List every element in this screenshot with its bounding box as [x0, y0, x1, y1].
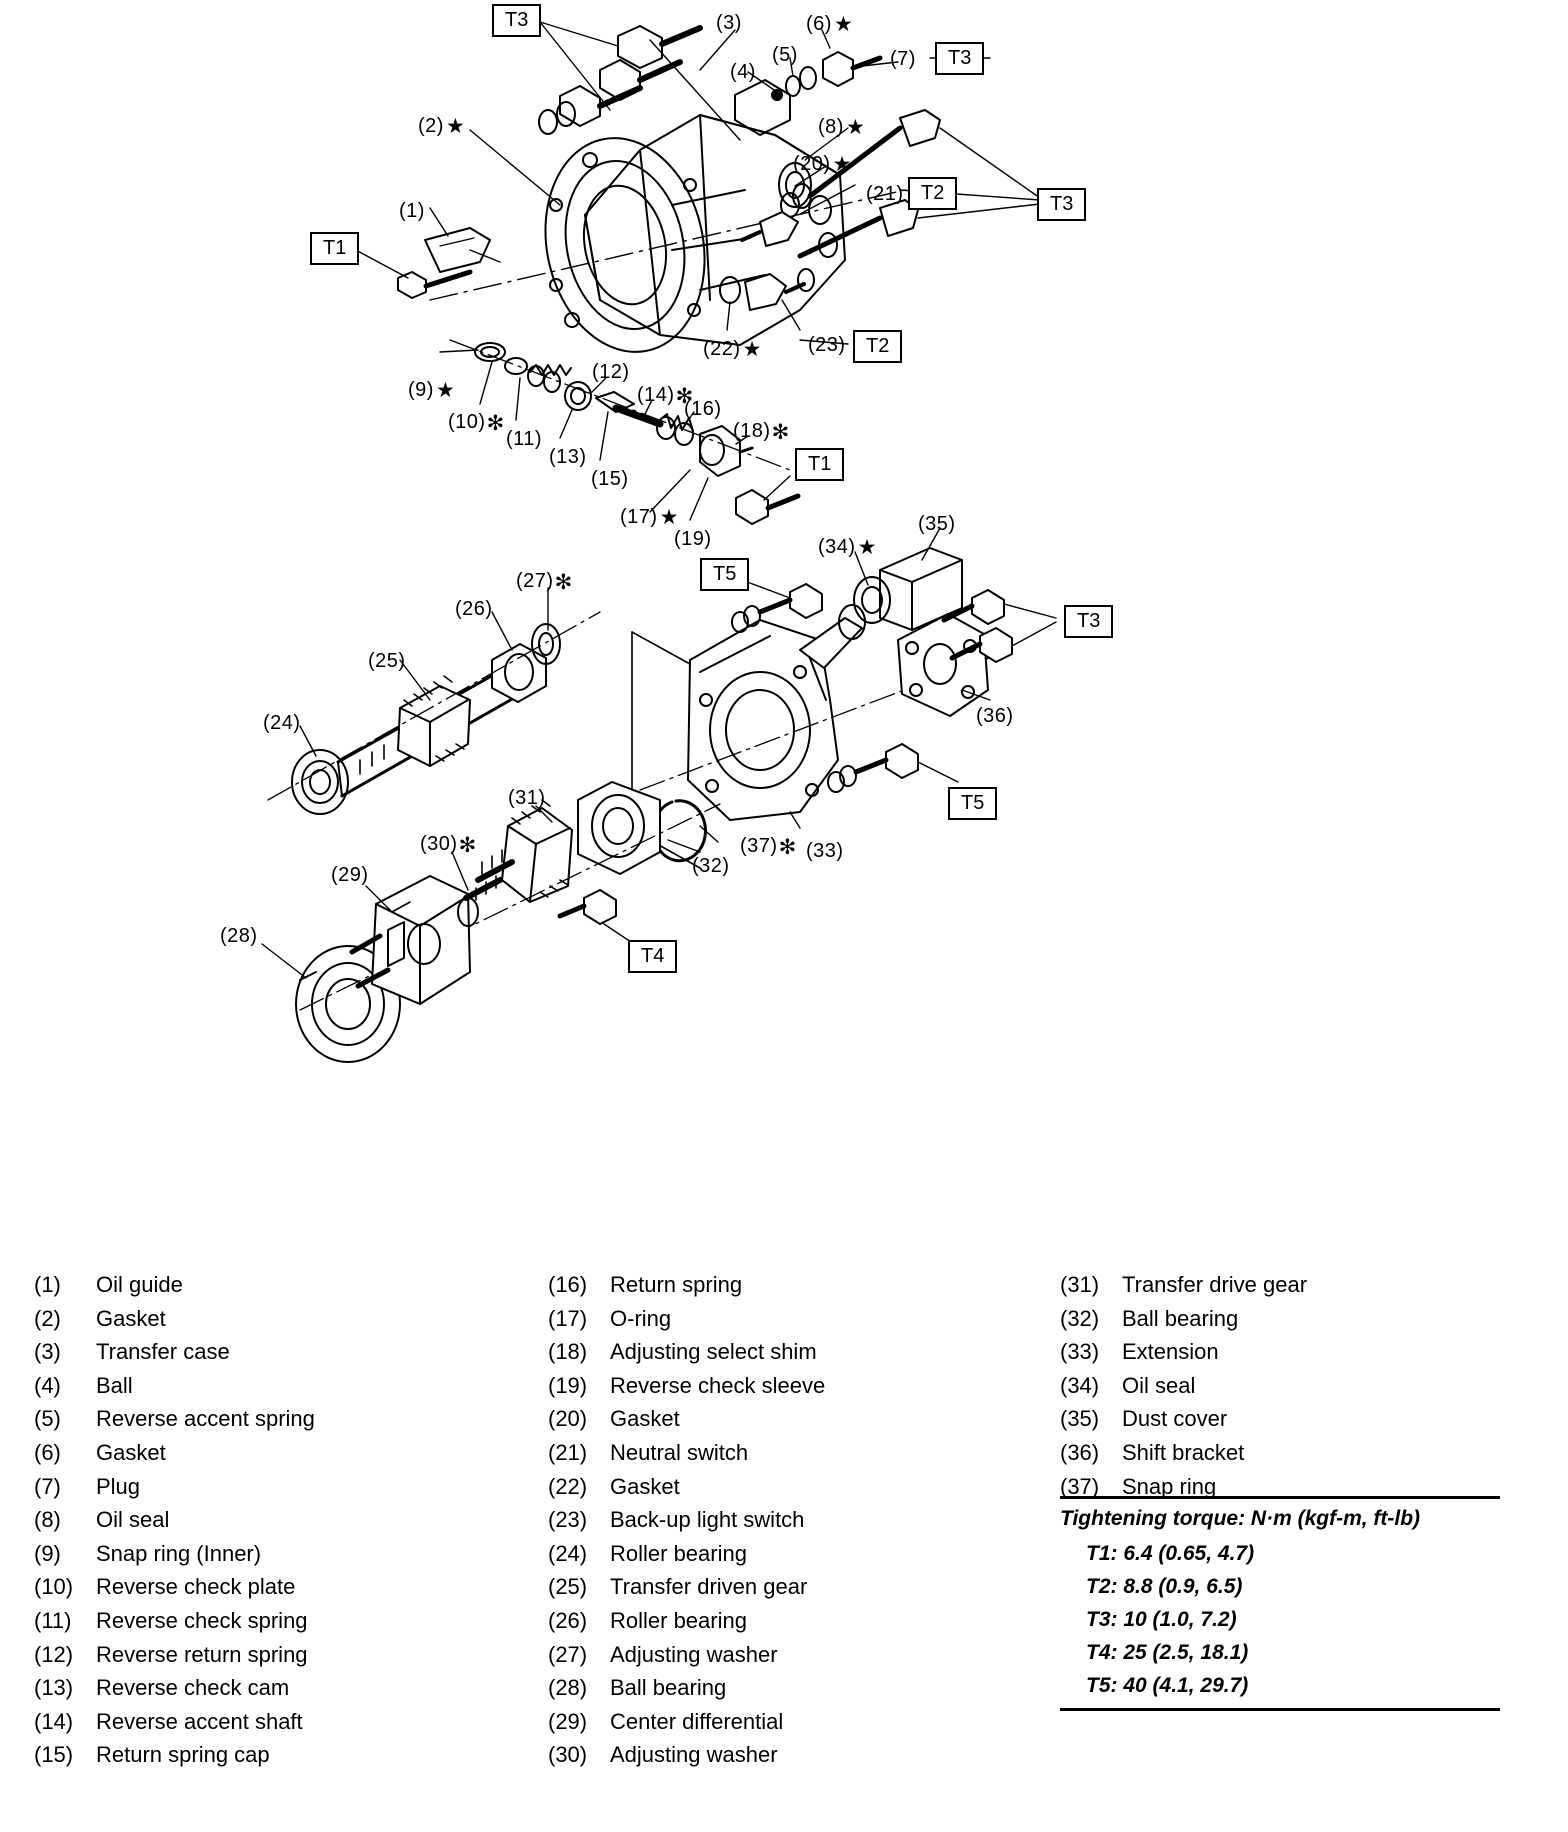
part-number: (17) [548, 1305, 588, 1331]
callout-2 [418, 114, 465, 139]
transfer-driven-gear-group [268, 588, 600, 814]
part-name: Extension [1122, 1339, 1219, 1365]
part-name: Ball bearing [610, 1675, 727, 1701]
part-number: (37) [1060, 1473, 1100, 1499]
callout-32 [692, 855, 730, 878]
part-name: Gasket [96, 1439, 166, 1465]
callout-label: (17) [620, 506, 658, 528]
part-list-item [548, 1373, 978, 1407]
callout-label: (34) [818, 536, 856, 558]
part-name: Reverse check sleeve [610, 1372, 826, 1398]
callout-23 [808, 334, 846, 357]
callout-20 [793, 152, 852, 177]
part-number: (16) [548, 1272, 588, 1297]
callout-label: (3) [716, 12, 742, 34]
part-name: Reverse return spring [96, 1641, 308, 1667]
torque-code: T1: [1086, 1542, 1118, 1565]
callout-label: (12) [592, 361, 630, 383]
part-name: Ball [96, 1372, 133, 1398]
callout-28 [220, 925, 258, 948]
part-name: Reverse check cam [96, 1675, 290, 1701]
callout-label: (8) [818, 116, 844, 138]
callout-29 [331, 864, 369, 887]
callout-label: (16) [684, 398, 722, 420]
torque-value: 25 (2.5, 18.1) [1123, 1641, 1249, 1664]
asterisk-icon: ✻ [771, 421, 790, 444]
part-number: (21) [548, 1439, 588, 1465]
star-icon: ★ [832, 153, 852, 176]
part-number: (1) [34, 1272, 61, 1297]
callout-1 [399, 200, 425, 223]
callout-26 [455, 598, 493, 621]
part-list-item [34, 1574, 464, 1608]
part-name: Oil guide [96, 1272, 183, 1297]
callout-25 [368, 650, 406, 673]
part-name: Center differential [610, 1708, 784, 1734]
part-number: (32) [1060, 1305, 1100, 1331]
callout-label: (22) [703, 338, 741, 360]
part-number: (23) [548, 1507, 588, 1533]
callout-36 [976, 705, 1014, 728]
tightening-torque-table [1060, 1496, 1500, 1711]
part-name: Transfer drive gear [1122, 1272, 1308, 1297]
part-list-item [548, 1574, 978, 1608]
part-number: (26) [548, 1607, 588, 1633]
part-list-item [548, 1474, 978, 1508]
torque-code: T4: [1086, 1641, 1118, 1664]
part-number: (22) [548, 1473, 588, 1499]
callout-31 [508, 787, 546, 810]
part-number: (5) [34, 1406, 61, 1432]
part-list-item [34, 1373, 464, 1407]
callout-27 [516, 570, 573, 595]
star-icon: ★ [857, 536, 877, 559]
torque-table-rows [1060, 1537, 1500, 1702]
callout-label: (24) [263, 712, 301, 734]
callout-label: (10) [448, 411, 486, 433]
callout-label: (7) [890, 48, 916, 70]
part-number: (35) [1060, 1406, 1100, 1432]
part-number: (18) [548, 1339, 588, 1365]
torque-row-t1 [1086, 1537, 1500, 1570]
torque-tag-t1: T1 [310, 232, 359, 265]
part-number: (3) [34, 1339, 61, 1365]
parts-column-2 [548, 1272, 978, 1776]
part-name: Gasket [610, 1473, 680, 1499]
part-list-item [34, 1339, 464, 1373]
asterisk-icon: ✻ [778, 836, 797, 859]
torque-value: 8.8 (0.9, 6.5) [1123, 1575, 1243, 1598]
star-icon: ★ [445, 115, 466, 138]
star-icon: ★ [742, 338, 762, 361]
callout-22 [703, 337, 762, 362]
part-number: (33) [1060, 1339, 1100, 1365]
parts-column-3 [1060, 1272, 1490, 1507]
part-number: (6) [34, 1439, 61, 1465]
part-name: Return spring [610, 1272, 743, 1297]
part-list-item [34, 1406, 464, 1440]
callout-16 [684, 398, 722, 421]
star-icon: ★ [845, 116, 866, 139]
part-list-item [34, 1541, 464, 1575]
torque-table-bottom-rule [1060, 1708, 1500, 1711]
asterisk-icon: ✻ [675, 385, 694, 408]
star-icon: ★ [833, 13, 854, 36]
parts-column-1 [34, 1272, 464, 1776]
torque-tag-t3: T3 [492, 4, 541, 37]
part-number: (28) [548, 1675, 588, 1701]
callout-label: (13) [549, 446, 587, 468]
part-number: (36) [1060, 1439, 1100, 1465]
center-differential-group [262, 852, 500, 1062]
part-name: Transfer driven gear [610, 1574, 808, 1600]
torque-row-t4 [1086, 1636, 1500, 1669]
part-number: (31) [1060, 1272, 1100, 1297]
callout-9 [408, 378, 455, 403]
callout-13 [549, 446, 587, 469]
torque-table-heading: Tightening torque: N·m (kgf-m, ft-lb) [1060, 1507, 1421, 1530]
part-name: Return spring cap [96, 1742, 270, 1768]
callout-19 [674, 528, 712, 551]
torque-tag-t2: T2 [853, 330, 902, 363]
part-name: Reverse accent spring [96, 1406, 315, 1432]
callout-6 [806, 12, 853, 37]
callout-17 [620, 505, 679, 530]
part-name: Adjusting washer [610, 1742, 778, 1768]
callout-label: (14) [637, 384, 675, 406]
callout-label: (20) [793, 153, 831, 175]
callout-12 [592, 361, 630, 384]
part-number: (30) [548, 1742, 588, 1768]
part-name: Plug [96, 1473, 141, 1499]
torque-tag-t5: T5 [948, 787, 997, 820]
callout-3 [716, 12, 742, 35]
part-list-item [548, 1642, 978, 1676]
part-list-item [548, 1339, 978, 1373]
callout-11 [506, 428, 542, 451]
part-name: Oil seal [1122, 1372, 1196, 1398]
part-name: Snap ring (Inner) [96, 1540, 262, 1566]
part-list-item [548, 1742, 978, 1776]
callout-label: (4) [730, 61, 756, 83]
part-list-item [548, 1272, 978, 1306]
torque-code: T2: [1086, 1575, 1118, 1598]
callout-label: (31) [508, 787, 546, 809]
callout-10 [448, 411, 505, 436]
part-name: Reverse check plate [96, 1574, 296, 1600]
part-number: (13) [34, 1675, 74, 1701]
part-name: Snap ring [1122, 1473, 1217, 1499]
callout-4 [730, 61, 756, 84]
part-name: Transfer case [96, 1339, 230, 1365]
part-name: Shift bracket [1122, 1439, 1245, 1465]
part-name: Oil seal [96, 1507, 170, 1533]
callout-label: (29) [331, 864, 369, 886]
callout-8 [818, 115, 865, 140]
star-icon: ★ [659, 506, 679, 529]
part-number: (24) [548, 1540, 588, 1566]
part-list-item [1060, 1306, 1490, 1340]
asterisk-icon: ✻ [486, 412, 505, 435]
part-name: Gasket [96, 1305, 166, 1331]
torque-code: T5: [1086, 1674, 1118, 1697]
callout-label: (2) [418, 115, 444, 137]
callout-label: (11) [506, 428, 543, 450]
torque-tag-t3: T3 [935, 42, 984, 75]
part-number: (10) [34, 1574, 74, 1600]
torque-value: 6.4 (0.65, 4.7) [1123, 1542, 1255, 1565]
torque-value: 40 (4.1, 29.7) [1123, 1674, 1249, 1697]
callout-7 [890, 48, 916, 71]
part-number: (14) [34, 1708, 74, 1734]
t5-bolt-lower [828, 744, 958, 792]
callout-label: (30) [420, 833, 458, 855]
part-list-item [548, 1709, 978, 1743]
callout-label: (33) [806, 840, 844, 862]
part-number: (2) [34, 1305, 61, 1331]
callout-24 [263, 712, 301, 735]
callout-label: (9) [408, 379, 434, 401]
part-name: Ball bearing [1122, 1305, 1239, 1331]
part-list-item [548, 1406, 978, 1440]
part-number: (29) [548, 1708, 588, 1734]
part-name: Roller bearing [610, 1607, 747, 1633]
part-name: O-ring [610, 1305, 672, 1331]
part-list-item [34, 1474, 464, 1508]
torque-value: 10 (1.0, 7.2) [1123, 1608, 1237, 1631]
part-number: (8) [34, 1507, 61, 1533]
part-number: (12) [34, 1641, 74, 1667]
torque-tag-t3: T3 [1064, 605, 1113, 638]
part-list-item [34, 1642, 464, 1676]
part-list-item [34, 1440, 464, 1474]
part-number: (7) [34, 1473, 61, 1499]
part-list-item [548, 1608, 978, 1642]
callout-37 [740, 835, 797, 860]
part-list-item [34, 1675, 464, 1709]
part-number: (15) [34, 1742, 74, 1768]
part-list-item [34, 1507, 464, 1541]
star-icon: ★ [435, 379, 456, 402]
part-number: (9) [34, 1540, 61, 1566]
part-list-item [34, 1709, 464, 1743]
asterisk-icon: ✻ [554, 571, 573, 594]
callout-label: (23) [808, 334, 846, 356]
part-list-item [548, 1507, 978, 1541]
part-number: (20) [548, 1406, 588, 1432]
callout-label: (26) [455, 598, 493, 620]
part-number: (25) [548, 1574, 588, 1600]
callout-21 [866, 183, 904, 206]
part-name: Dust cover [1122, 1406, 1228, 1432]
part-list-item [548, 1440, 978, 1474]
part-list-item [1060, 1272, 1490, 1306]
part-name: Gasket [610, 1406, 680, 1432]
part-list-item [548, 1306, 978, 1340]
part-number: (11) [34, 1607, 72, 1633]
torque-row-t5 [1086, 1669, 1500, 1702]
torque-table-top-rule [1060, 1496, 1500, 1499]
callout-label: (36) [976, 705, 1014, 727]
part-list-item [1060, 1406, 1490, 1440]
callout-label: (1) [399, 200, 425, 222]
callout-label: (32) [692, 855, 730, 877]
part-list-item [548, 1541, 978, 1575]
part-number: (19) [548, 1372, 588, 1398]
part-list-item [1060, 1339, 1490, 1373]
parts-legend [0, 1272, 1568, 1832]
callout-label: (25) [368, 650, 406, 672]
part-name: Back-up light switch [610, 1507, 805, 1533]
part-number: (27) [548, 1641, 588, 1667]
callout-label: (27) [516, 570, 554, 592]
torque-row-t2 [1086, 1570, 1500, 1603]
part-name: Reverse accent shaft [96, 1708, 303, 1734]
callout-18 [733, 420, 790, 445]
callout-35 [918, 513, 956, 536]
part-list-item [34, 1272, 464, 1306]
part-name: Roller bearing [610, 1540, 747, 1566]
torque-tag-t4: T4 [628, 940, 677, 973]
part-number: (34) [1060, 1372, 1100, 1398]
callout-label: (37) [740, 835, 778, 857]
torque-code: T3: [1086, 1608, 1118, 1631]
callout-label: (35) [918, 513, 956, 535]
callout-5 [772, 44, 798, 67]
callout-label: (5) [772, 44, 798, 66]
callout-30 [420, 833, 477, 858]
part-list-item [34, 1608, 464, 1642]
part-list-item [548, 1675, 978, 1709]
torque-tag-t5: T5 [700, 558, 749, 591]
part-number: (4) [34, 1372, 61, 1398]
torque-row-t3 [1086, 1603, 1500, 1636]
torque-tag-t1: T1 [795, 448, 844, 481]
torque-tag-t2: T2 [908, 177, 957, 210]
callout-label: (28) [220, 925, 258, 947]
part-list-item [34, 1742, 464, 1776]
callout-34 [818, 535, 877, 560]
callout-label: (15) [591, 468, 629, 490]
callout-label: (6) [806, 13, 832, 35]
part-name: Adjusting washer [610, 1641, 778, 1667]
callout-label: (21) [866, 183, 904, 205]
torque-tag-t3: T3 [1037, 188, 1086, 221]
part-list-item [34, 1306, 464, 1340]
callout-label: (18) [733, 420, 771, 442]
callout-33 [806, 840, 844, 863]
part-name: Adjusting select shim [610, 1339, 817, 1365]
part-list-item [1060, 1440, 1490, 1474]
part-name: Reverse check spring [96, 1607, 308, 1633]
callout-15 [591, 468, 629, 491]
oil-guide-group [352, 208, 500, 298]
callout-label: (19) [674, 528, 712, 550]
part-name: Neutral switch [610, 1439, 749, 1465]
part-list-item [1060, 1373, 1490, 1407]
asterisk-icon: ✻ [458, 834, 477, 857]
